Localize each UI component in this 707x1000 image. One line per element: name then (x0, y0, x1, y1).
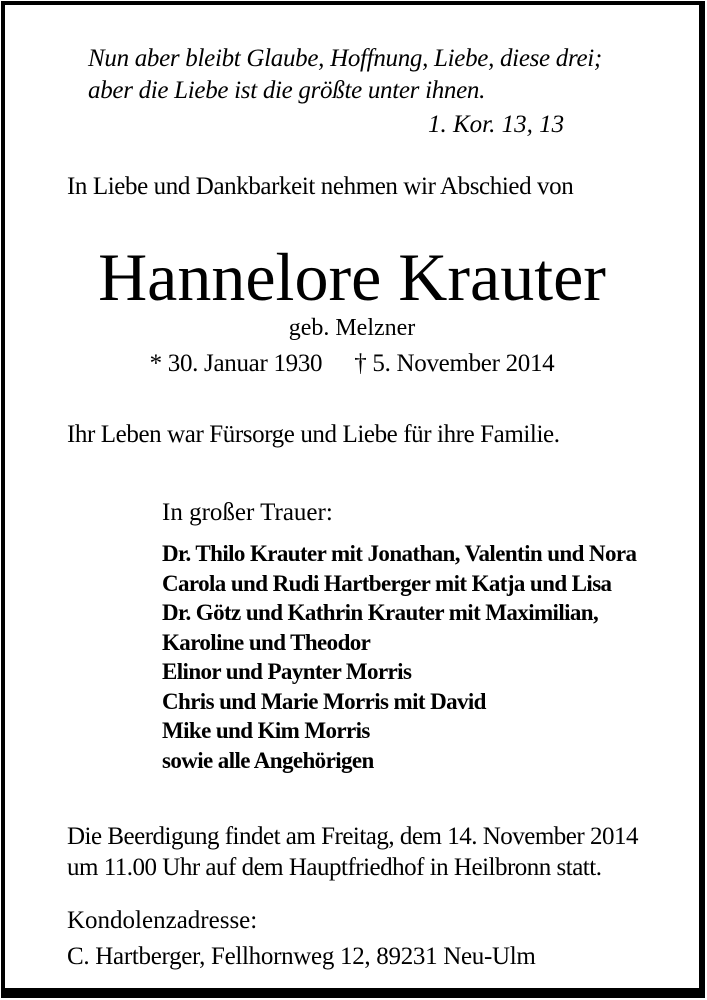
mourning-label: In großer Trauer: (162, 499, 333, 526)
condolence-label: Kondolenzadresse: (67, 907, 258, 934)
birth-date: * 30. Januar 1930 (149, 350, 323, 377)
scripture-quote (88, 43, 669, 107)
scripture-quote-line-2: aber die Liebe ist die größte unter ihnen. (88, 77, 486, 104)
mourner-line: Elinor und Paynter Morris (162, 659, 412, 684)
death-date: † 5. November 2014 (354, 350, 555, 377)
obituary-notice-frame (1, 1, 705, 998)
funeral-notice (67, 821, 699, 883)
scripture-quote-line-1: Nun aber bleibt Glaube, Hoffnung, Liebe, diese drei; (88, 45, 602, 72)
tribute-line: Ihr Leben war Fürsorge und Liebe für ihre Familie. (67, 421, 560, 448)
mourner-line: Chris und Marie Morris mit David (162, 688, 486, 714)
deceased-name: Hannelore Krauter (98, 239, 606, 315)
condolence-address: C. Hartberger, Fellhornweg 12, 89231 Neu-Ulm (67, 943, 536, 970)
mourner-line: sowie alle Angehörigen (162, 747, 374, 773)
mourner-line: Carola und Rudi Hartberger mit Katja und Lisa (162, 570, 612, 596)
maiden-name: geb. Melzner (288, 315, 416, 341)
mourners-list (162, 539, 699, 775)
scripture-reference: 1. Kor. 13, 13 (428, 111, 565, 138)
funeral-notice-line-1: Die Beerdigung findet am Freitag, dem 14. November 2014 (67, 823, 638, 850)
mourner-line: Mike und Kim Morris (162, 718, 370, 743)
mourner-line: Dr. Götz und Kathrin Krauter mit Maximilian, (162, 600, 599, 625)
mourner-line: Karoline und Theodor (162, 629, 371, 655)
life-dates (5, 349, 699, 379)
farewell-intro: In Liebe und Dankbarkeit nehmen wir Abschied von (67, 173, 574, 200)
funeral-notice-line-2: um 11.00 Uhr auf dem Hauptfriedhof in Heilbronn statt. (67, 854, 602, 881)
mourner-line: Dr. Thilo Krauter mit Jonathan, Valentin und Nora (162, 541, 637, 566)
